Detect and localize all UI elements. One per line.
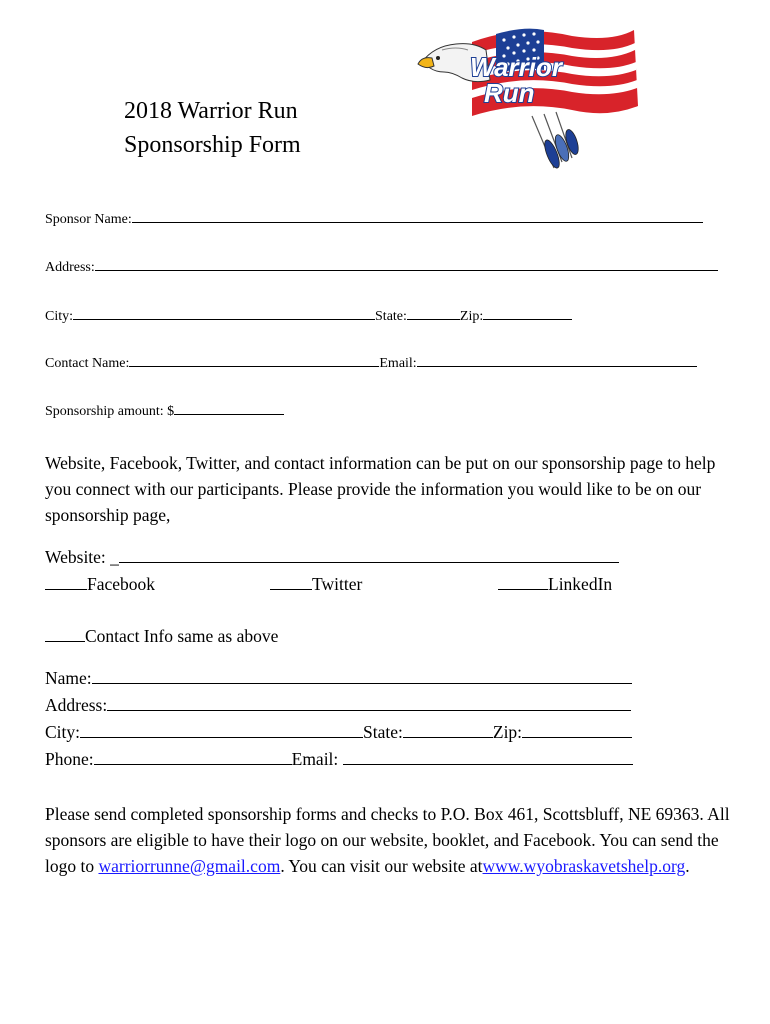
title-line-2: Sponsorship Form xyxy=(124,132,301,158)
closing-text-1: Please send completed sponsorship forms and checks to P.O. Box 461, Scottsbluff, NE 69363. All sponsors are eligible to have their logo on our website, booklet, and Facebook. You can send the logo to xyxy=(45,804,730,876)
contact-email-row xyxy=(45,352,697,372)
closing-text-2: . You can visit our website at xyxy=(280,856,483,876)
closing-text-3: . xyxy=(685,856,690,876)
linkedin-label: LinkedIn xyxy=(548,574,613,594)
facebook-checkbox[interactable] xyxy=(45,573,87,590)
contact-phone-label: Phone: xyxy=(45,749,94,769)
zip-field[interactable] xyxy=(483,305,572,320)
contact-address-label: Address: xyxy=(45,695,108,715)
sponsorship-amount-field[interactable] xyxy=(174,400,284,415)
sponsorship-amount-label: Sponsorship amount: $ xyxy=(45,404,175,419)
website-field[interactable] xyxy=(119,546,619,563)
twitter-checkbox[interactable] xyxy=(270,573,312,590)
email-label: Email: xyxy=(379,356,417,371)
address-field[interactable] xyxy=(95,256,718,271)
intro-paragraph: Website, Facebook, Twitter, and contact information can be put on our sponsorship page to help you connect with our participants. Please provide the information you would like to be on our sponsorship page, xyxy=(45,453,716,525)
contact-city-field[interactable] xyxy=(80,721,363,738)
city-label: City: xyxy=(45,309,74,324)
sponsor-name-row xyxy=(45,208,703,228)
twitter-option xyxy=(270,573,362,595)
contact-name-field-2[interactable] xyxy=(92,667,632,684)
title-line-1: 2018 Warrior Run xyxy=(124,98,298,124)
sponsorship-amount-row xyxy=(45,400,284,420)
state-field[interactable] xyxy=(407,305,460,320)
contact-address-field[interactable] xyxy=(107,694,631,711)
contact-zip-label: Zip: xyxy=(492,722,523,742)
facebook-label: Facebook xyxy=(87,574,156,594)
warrior-run-logo xyxy=(412,20,644,180)
contact-phone-row xyxy=(45,748,633,770)
contact-same-checkbox[interactable] xyxy=(45,625,85,642)
closing-paragraph xyxy=(45,801,745,879)
linkedin-option xyxy=(498,573,612,595)
website-link[interactable]: www.wyobraskavetshelp.org xyxy=(482,856,686,876)
linkedin-checkbox[interactable] xyxy=(498,573,548,590)
email-link[interactable]: warriorrunne@gmail.com xyxy=(98,856,281,876)
contact-same-label: Contact Info same as above xyxy=(85,626,279,646)
contact-phone-field[interactable] xyxy=(94,748,292,765)
facebook-option xyxy=(45,573,155,595)
feathers-icon xyxy=(532,112,581,170)
contact-name-label: Contact Name: xyxy=(45,356,130,371)
address-row xyxy=(45,256,718,276)
contact-name-field[interactable] xyxy=(129,352,379,367)
contact-city-label: City: xyxy=(45,722,81,742)
state-label: State: xyxy=(375,309,407,324)
city-state-zip-row xyxy=(45,305,572,325)
contact-same-option xyxy=(45,625,278,647)
logo-word-2: Run xyxy=(484,78,535,108)
contact-address-row xyxy=(45,694,631,716)
page-title xyxy=(124,94,301,162)
contact-email-label: Email: xyxy=(291,749,343,769)
contact-city-row xyxy=(45,721,632,743)
contact-name-row xyxy=(45,667,632,689)
sponsor-name-label: Sponsor Name: xyxy=(45,212,132,227)
website-label: Website: _ xyxy=(45,547,119,567)
address-label: Address: xyxy=(45,260,95,275)
contact-email-field[interactable] xyxy=(343,748,633,765)
city-field[interactable] xyxy=(73,305,375,320)
zip-label: Zip: xyxy=(459,309,484,324)
website-row xyxy=(45,546,619,568)
contact-name-label-2: Name: xyxy=(45,668,92,688)
email-field[interactable] xyxy=(417,352,697,367)
contact-state-field[interactable] xyxy=(403,721,493,738)
logo-word-1: Warrior xyxy=(470,52,562,82)
sponsor-name-field[interactable] xyxy=(132,208,703,223)
contact-zip-field[interactable] xyxy=(522,721,632,738)
twitter-label: Twitter xyxy=(312,574,363,594)
contact-state-label: State: xyxy=(363,722,403,742)
